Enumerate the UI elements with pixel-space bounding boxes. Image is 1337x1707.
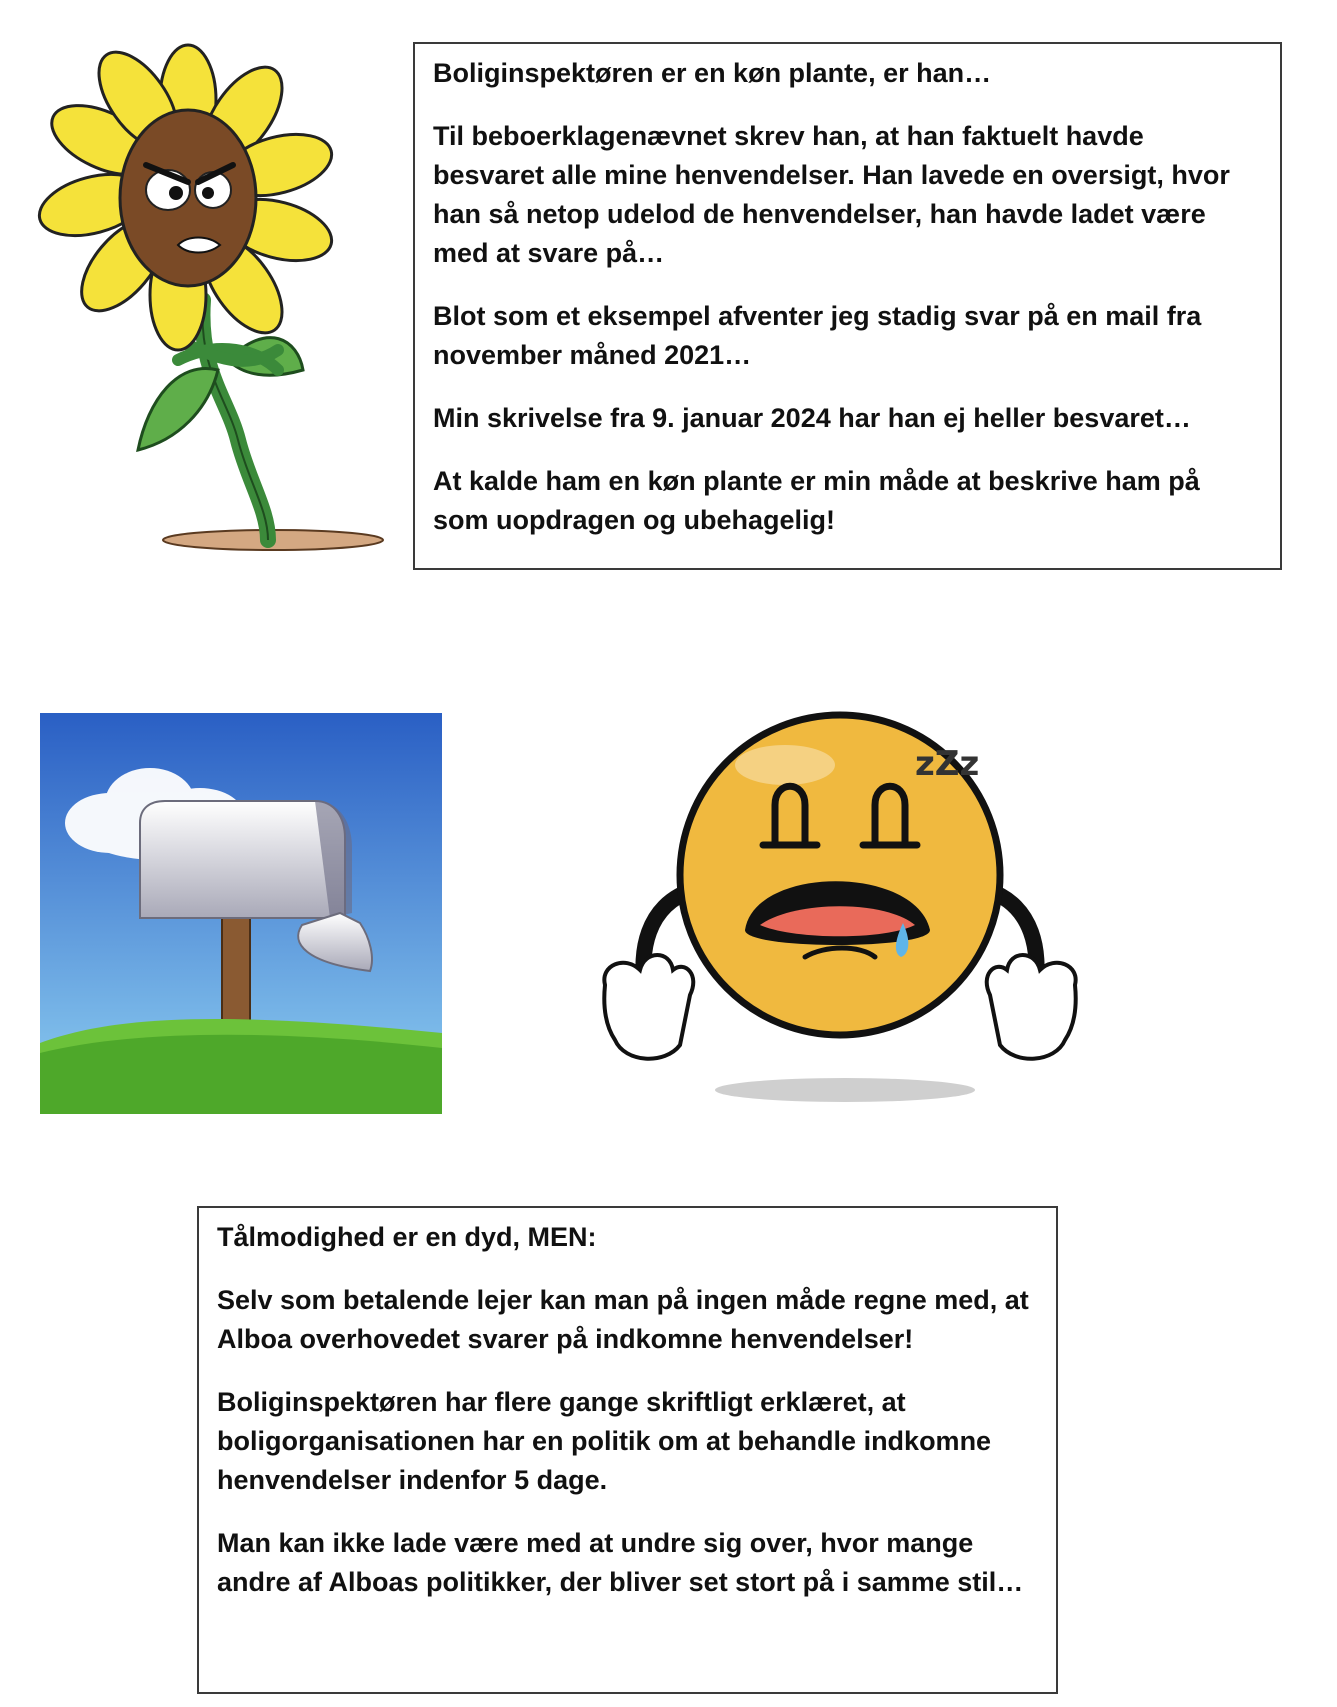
top-box-paragraph: Min skrivelse fra 9. januar 2024 har han ej heller besvaret… (433, 403, 1191, 433)
bottom-text-box (197, 1206, 1058, 1694)
top-text-box (413, 42, 1282, 570)
top-box-paragraph: At kalde ham en køn plante er min måde at beskrive ham på som uopdragen og ubehagelig! (433, 466, 1200, 535)
bottom-box-paragraph: Selv som betalende lejer kan man på ingen måde regne med, at Alboa overhovedet svarer på indkomne henvendelser! (217, 1285, 1029, 1354)
bottom-box-paragraph: Boliginspektøren har flere gange skriftligt erklæret, at boligorganisationen har en politik om at behandle indkomne henvendelser indenfor 5 dage. (217, 1387, 992, 1495)
sleepy-emoji-icon (585, 685, 1085, 1105)
sleepy-zzz-text: zZz (915, 744, 980, 784)
angry-sunflower-icon (28, 40, 393, 570)
top-box-paragraph: Til beboerklagenævnet skrev han, at han faktuelt havde besvaret alle mine henvendelser. Han lavede en oversigt, hvor han så netop udelod de henvendelser, han havde ladet være med at svare på… (433, 121, 1230, 268)
mailbox-icon (40, 713, 442, 1114)
bottom-box-paragraph: Man kan ikke lade være med at undre sig over, hvor mange andre af Alboas politikker, der bliver set stort på i samme stil… (217, 1528, 1024, 1597)
top-box-heading: Boliginspektøren er en køn plante, er han… (433, 58, 992, 88)
top-box-paragraph: Blot som et eksempel afventer jeg stadig svar på en mail fra november måned 2021… (433, 301, 1202, 370)
bottom-box-heading: Tålmodighed er en dyd, MEN: (217, 1222, 597, 1252)
